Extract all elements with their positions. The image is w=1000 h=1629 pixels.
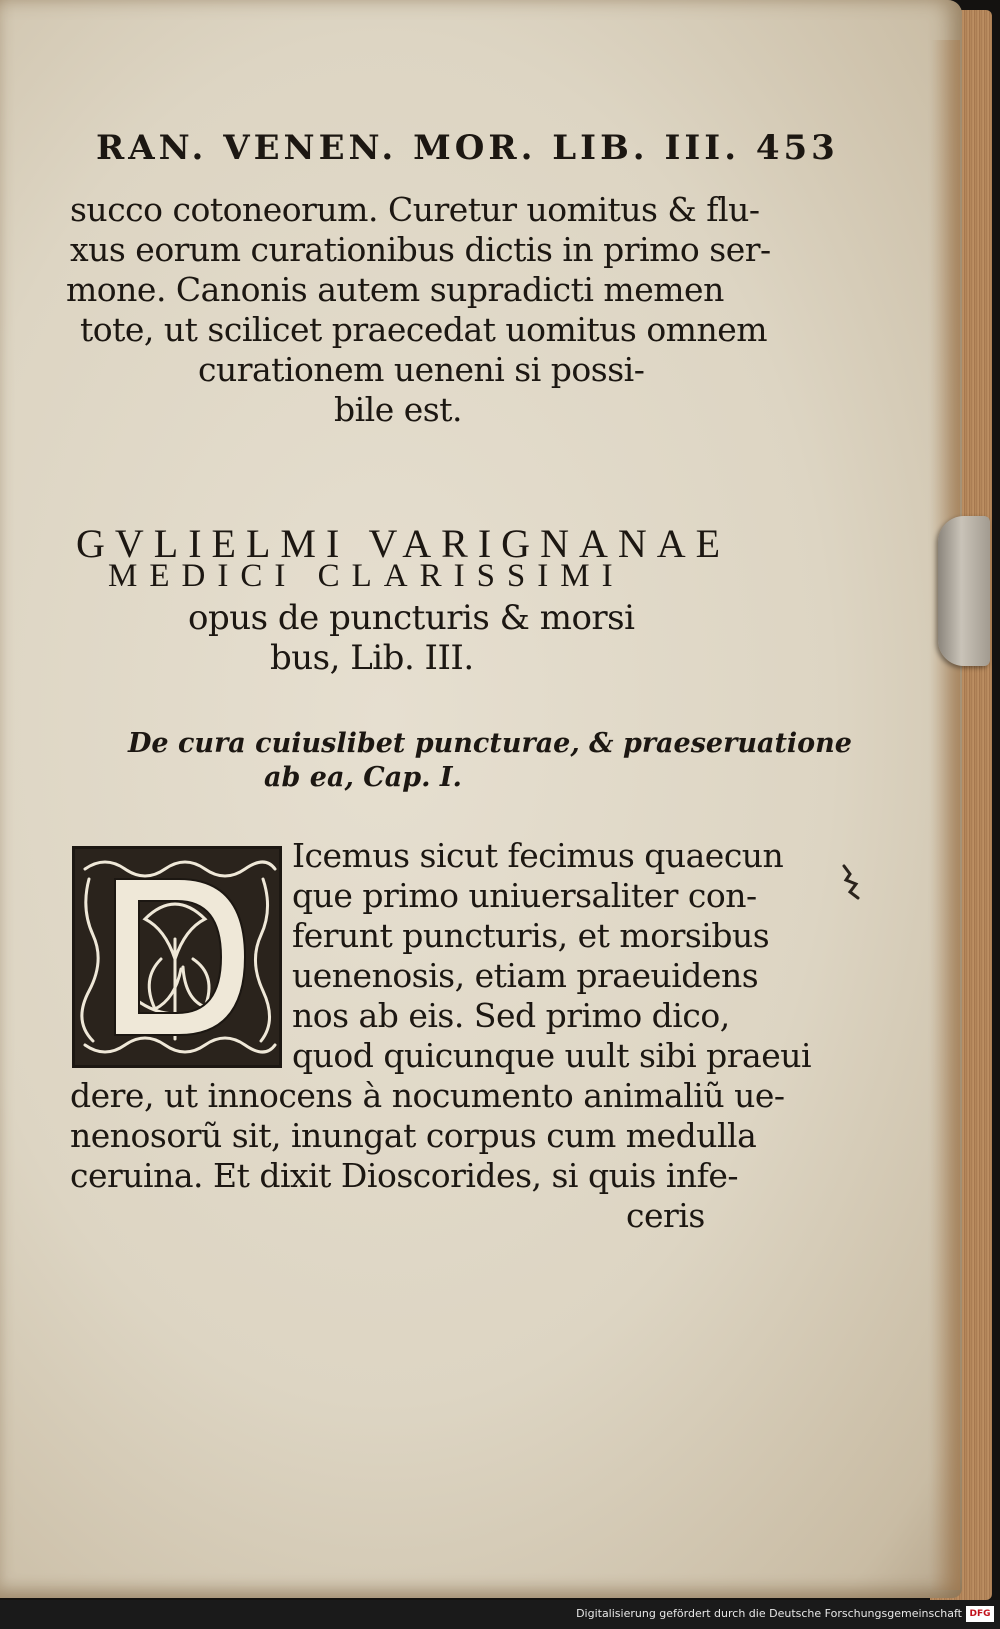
title-work: opus de puncturis & morsi (188, 598, 635, 638)
ink-smudge-icon (838, 862, 864, 902)
text-line: succo cotoneorum. Curetur uomitus & flu- (70, 190, 760, 229)
chapter-number: ab ea, Cap. I. (264, 762, 462, 793)
text-line: ferunt puncturis, et morsibus (292, 916, 770, 955)
text-line: que primo uniuersaliter con- (292, 876, 757, 915)
catchword: ceris (626, 1196, 705, 1235)
title-author: GVLIELMI VARIGNANAE (76, 521, 731, 566)
text-line: quod quicunque uult sibi praeui (292, 1036, 812, 1075)
title-epithet: MEDICI CLARISSIMI (108, 558, 625, 594)
text-line: Icemus sicut fecimus quaecun (292, 836, 784, 875)
footer-credit: Digitalisierung gefördert durch die Deutsche Forschungsgemeinschaft (576, 1607, 962, 1620)
title-book: bus, Lib. III. (270, 638, 474, 678)
text-line: nenosorũ sit, inungat corpus cum medulla (70, 1116, 757, 1155)
decorated-initial (72, 846, 282, 1068)
text-line: bile est. (334, 390, 462, 429)
text-line: ceruina. Et dixit Dioscorides, si quis infe- (70, 1156, 739, 1195)
text-line: uenenosis, etiam praeuidens (292, 956, 759, 995)
chapter-heading: De cura cuiuslibet puncturae, & praeseruatione (128, 728, 852, 759)
dfg-logo-icon: DFG (966, 1606, 994, 1622)
running-head: RAN. VENEN. MOR. LIB. III. 453 (96, 128, 839, 168)
text-line: curationem ueneni si possi- (198, 350, 645, 389)
text-line: mone. Canonis autem supradicti memen (66, 270, 724, 309)
text-line: dere, ut innocens à nocumento animaliũ ue- (70, 1076, 785, 1115)
text-line: nos ab eis. Sed primo dico, (292, 996, 730, 1035)
text-line: tote, ut scilicet praecedat uomitus omnem (80, 310, 768, 349)
footer-bar (0, 1600, 1000, 1629)
text-line: xus eorum curationibus dictis in primo ser- (70, 230, 771, 269)
initial-ornament-icon (75, 849, 279, 1065)
